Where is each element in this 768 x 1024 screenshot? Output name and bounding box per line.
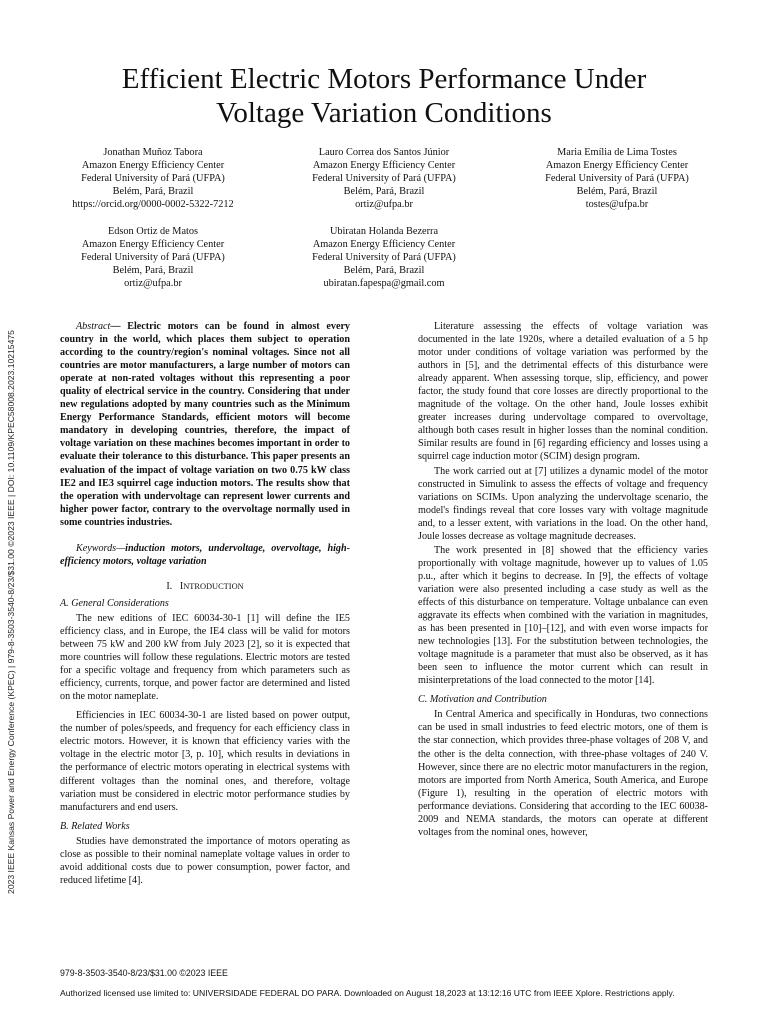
author-affiliation: Amazon Energy Efficiency Center bbox=[81, 239, 225, 250]
subsection-heading: C. Motivation and Contribution bbox=[418, 694, 547, 706]
keywords bbox=[60, 542, 350, 568]
author-name: Lauro Correa dos Santos Júnior bbox=[318, 147, 450, 158]
footer-license-notice: Authorized licensed use limited to: UNIVERSIDADE FEDERAL DO PARA. Downloaded on August 18,2023 at 13:12:16 UTC from IEEE Xplore. Restrictions apply. bbox=[60, 988, 675, 998]
body-paragraph: Efficiencies in IEC 60034-30-1 are listed based on power output, the number of poles/speeds, and frequency for each efficiency class in electric motors. However, it is known that efficiency varies with the voltage in the electric motor [3, p. 10], which results in deviations in the performance of electric motors operating in electrical systems with different voltages than the nominal ones, and therefore, voltage variation must be considered in electric motor performance studies by manufacturers and end users. bbox=[60, 710, 350, 813]
doi-sidebar-text: 2023 IEEE Kansas Power and Energy Conference (KPEC) | 979-8-3503-3540-8/23/$31.00 ©2023 IEEE | DOI: 10.1109/KPEC58008.2023.10215475 bbox=[6, 330, 16, 894]
author-block bbox=[269, 225, 499, 290]
author-city: Belém, Pará, Brazil bbox=[112, 186, 194, 197]
keywords-text: induction motors, undervoltage, overvoltage, high-efficiency motors, voltage variation bbox=[60, 542, 350, 567]
body-paragraph: Studies have demonstrated the importance of motors operating as close as possible to their nominal nameplate voltage values in order to avoid additional costs due to power consumption, power factor, and reduced lifetime [4]. bbox=[60, 835, 350, 886]
author-city: Belém, Pará, Brazil bbox=[112, 265, 194, 276]
author-email[interactable]: ortiz@ufpa.br bbox=[124, 278, 182, 289]
author-block bbox=[269, 146, 499, 211]
body-paragraph: The work carried out at [7] utilizes a dynamic model of the motor constructed in Simulink to assess the effects of voltage and frequency variations on SCIMs. Upon analyzing the undervoltage scenario, the model's findings reveal that core losses vary with voltage magnitude and, to a lesser extent, with variations in the load. On the other hand, Joule losses decrease as voltage magnitude decreases. bbox=[418, 465, 708, 542]
title-line-2: Voltage Variation Conditions bbox=[216, 97, 552, 129]
author-email[interactable]: tostes@ufpa.br bbox=[585, 199, 649, 210]
author-city: Belém, Pará, Brazil bbox=[343, 186, 425, 197]
section-heading-introduction: I. INTRODUCTION bbox=[166, 580, 244, 592]
author-name: Jonathan Muñoz Tabora bbox=[103, 147, 203, 158]
abstract bbox=[60, 320, 350, 529]
left-column bbox=[60, 320, 350, 887]
author-name: Edson Ortiz de Matos bbox=[107, 226, 199, 237]
author-orcid-link[interactable]: https://orcid.org/0000-0002-5322-7212 bbox=[72, 199, 234, 210]
abstract-text: — Electric motors can be found in almost every country in the world, which places them subject to operation according to the country/region's nominal voltages. Since not all countries are motor manufacturers, a large number of motors can operate at non-rated voltages without this representing a poor quality of electrical service in the country. Considering that under new regulations adopted by many countries such as the Minimum Energy Performance Standards, efficient motors will become mandatory in developing countries, therefore, the impact of voltage variation on these machines becomes important in order to evaluate their tolerance to this disturbance. This paper presents an evaluation of the impact of voltage variation on two 0.75 kW class IE2 and IE3 squirrel cage induction motors. The results show that the operation with undervoltage can represent lower currents and higher power factor, contrary to the overvoltage normally used in some countries industries. bbox=[60, 321, 350, 528]
body-paragraph: Literature assessing the effects of voltage variation was documented in the late 1920s, where a detailed evaluation of a 5 hp motor under conditions of voltage variation was performed by the authors in [5], and the detrimental effects of this disturbance were already apparent. When assessing torque, slip, efficiency, and power factor, the study found that core losses are directly proportional to the magnitude of the voltage. On the other hand, Joule losses exhibit greater increases during undervoltage compared to overvoltage, although both cases result in higher losses than the nominal condition. Similar results are found in [6] regarding efficiency and losses using a squirrel cage induction motor (SCIM) design program. bbox=[418, 321, 708, 463]
title-line-1: Efficient Electric Motors Performance Under bbox=[121, 63, 647, 95]
right-column bbox=[418, 320, 708, 839]
author-university: Federal University of Pará (UFPA) bbox=[81, 252, 225, 263]
author-block bbox=[38, 225, 268, 290]
author-affiliation: Amazon Energy Efficiency Center bbox=[312, 239, 456, 250]
body-paragraph: The work presented in [8] showed that the efficiency varies proportionally with voltage magnitude, however up to values of 1.05 p.u., after which it begins to decrease. In [9], the effects of voltage variation were also presented including a case study as well as the effects of this disturbance on temperature. Voltage unbalance can even aggravate its effects when combined with the variation in magnitudes, as has been presented in [10]–[12], and with even worse impacts for new technologies [13]. For the substitution between technologies, the voltage magnitude is a parameter that must also be observed, as it has been seen to influence the motor current which can result in misinterpretations of the load connected to the motor [14]. bbox=[418, 544, 708, 687]
author-university: Federal University of Pará (UFPA) bbox=[312, 252, 456, 263]
author-affiliation: Amazon Energy Efficiency Center bbox=[312, 160, 456, 171]
author-university: Federal University of Pará (UFPA) bbox=[545, 173, 689, 184]
author-block bbox=[38, 146, 268, 211]
author-affiliation: Amazon Energy Efficiency Center bbox=[81, 160, 225, 171]
author-university: Federal University of Pará (UFPA) bbox=[312, 173, 456, 184]
subsection-heading: B. Related Works bbox=[60, 820, 130, 832]
keywords-label: Keywords— bbox=[76, 542, 126, 554]
author-city: Belém, Pará, Brazil bbox=[343, 265, 425, 276]
footer-copyright: 979-8-3503-3540-8/23/$31.00 ©2023 IEEE bbox=[60, 968, 228, 978]
author-email[interactable]: ortiz@ufpa.br bbox=[355, 199, 413, 210]
paper-title bbox=[60, 62, 708, 130]
author-university: Federal University of Pará (UFPA) bbox=[81, 173, 225, 184]
author-name: Ubiratan Holanda Bezerra bbox=[329, 226, 439, 237]
author-email[interactable]: ubiratan.fapespa@gmail.com bbox=[323, 278, 445, 289]
author-name: Maria Emília de Lima Tostes bbox=[557, 147, 677, 158]
abstract-label: Abstract bbox=[76, 321, 111, 332]
author-city: Belém, Pará, Brazil bbox=[576, 186, 658, 197]
doi-sidebar bbox=[6, 222, 20, 1002]
subsection-heading: A. General Considerations bbox=[60, 597, 169, 609]
body-paragraph: The new editions of IEC 60034-30-1 [1] will define the IE5 efficiency class, and in Europe, the IE4 class will be valid for motors between 75 kW and 200 kW from July 2023 [2], so it is expected that more countries will follow these regulations. Electric motors are tested for a specific voltage and frequency from which parameters such as efficiency, currents, torque, and power factor are determined and listed on the motor nameplate. bbox=[60, 612, 350, 703]
abstract-paragraph bbox=[60, 320, 350, 529]
author-affiliation: Amazon Energy Efficiency Center bbox=[545, 160, 689, 171]
body-paragraph: In Central America and specifically in Honduras, two connections can be used in small industries to feed electric motors, one of them is the star connection, which provides three-phase voltages of 208 V, and the other is the delta connection, with three-phase voltages of 240 V. However, since there are no electric motor manufacturers in the region, motors are imported from North America, South America, and Europe (Figure 1), resulting in the operation of electric motors with performance deviations. Considering that according to the IEC 60038-2009 and NEMA standards, the motors can operate at different voltages from the nominal ones, however, bbox=[418, 709, 708, 838]
author-block bbox=[502, 146, 732, 211]
